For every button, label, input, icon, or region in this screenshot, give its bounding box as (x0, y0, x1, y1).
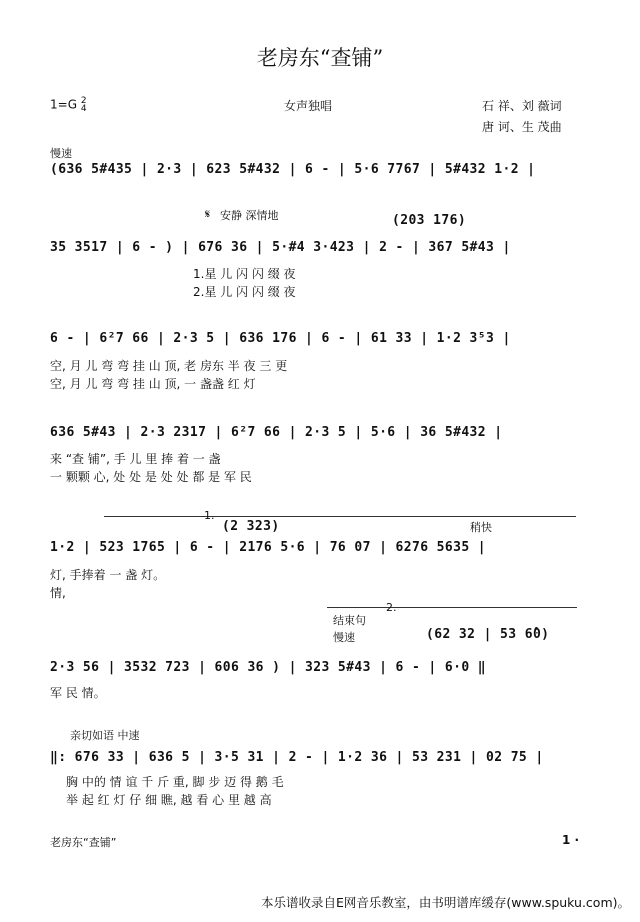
lyrics-system-3-verse-2: 空, 月 儿 弯 弯 挂 山 顶, 一 盏盏 红 灯 (50, 377, 256, 391)
lyrics-system-2-verse-1: 1.星 儿 闪 闪 缀 夜 (193, 267, 296, 281)
segno-sign: 𝄋 (205, 207, 211, 221)
expression-marking: 安静 深情地 (220, 209, 279, 222)
ending-tempo-marking: 慢速 (333, 631, 355, 644)
credit-composers: 唐 诃、生 茂曲 (482, 120, 562, 134)
lyrics-system-6-verse-1: 军 民 情。 (50, 686, 106, 700)
intro-tempo-marking: 慢速 (50, 147, 72, 160)
lyrics-system-3-verse-1: 空, 月 儿 弯 弯 挂 山 顶, 老 房东 半 夜 三 更 (50, 359, 288, 373)
music-system-5-notes: 1·2 | 523 1765 | 6 - | 2176 5·6 | 76 07 | 6276 5635 | (50, 540, 487, 555)
tempo-faster-marking: 稍快 (470, 521, 492, 534)
ending-label: 结束句 (333, 614, 366, 627)
key-signature (50, 97, 87, 113)
music-system-5-above: (2 323) (222, 519, 280, 534)
lyrics-system-2-verse-2: 2.星 儿 闪 闪 缀 夜 (193, 285, 296, 299)
music-system-1-notes: (636 5#435 | 2·3 | 623 5#432 | 6 - | 5·6 7767 | 5#432 1·2 | (50, 162, 536, 177)
lyrics-system-7-verse-1: 胸 中的 情 谊 千 斤 重, 脚 步 迈 得 鹅 毛 (66, 775, 284, 789)
footer-title: 老房东“查铺” (50, 836, 117, 849)
volta-2-label: 2. (386, 601, 397, 614)
volta-bracket (104, 516, 576, 517)
music-system-2-notes: 35 3517 | 6 - ) | 676 36 | 5·#4 3·423 | 2 - | 367 5#43 | (50, 240, 511, 255)
music-system-2-above: (203 176) (392, 213, 467, 228)
music-system-6-above: (62 32 | 53 6̂0) (426, 627, 550, 642)
key-label: 1=G (50, 97, 77, 112)
lyrics-system-4-verse-2: 一 颗颗 心, 处 处 是 处 处 都 是 军 民 (50, 470, 252, 484)
performer-label: 女声独唱 (284, 99, 333, 113)
lyrics-system-5-verse-2: 情, (50, 586, 66, 600)
credit-lyricists: 石 祥、刘 薇词 (482, 99, 562, 113)
music-system-7-notes: ‖: 676 33 | 636 5 | 3·5 31 | 2 - | 1·2 36 | 53 231 | 02 75 | (50, 750, 544, 765)
lyrics-system-7-verse-2: 举 起 红 灯 仔 细 瞧, 越 看 心 里 越 高 (66, 793, 272, 807)
volta-1-label: 1. (204, 509, 215, 522)
song-title: 老房东“查铺” (256, 46, 384, 70)
time-signature-denominator: 4 (80, 104, 87, 114)
volta-2-bracket (327, 607, 577, 608)
lyrics-system-5-verse-1: 灯, 手捧着 一 盏 灯。 (50, 568, 166, 582)
music-system-4-notes: 636 5#43 | 2·3 2317 | 6²7 66 | 2·3 5 | 5·6 | 36 5#432 | (50, 425, 503, 440)
page-number: 1 · (562, 833, 580, 847)
lyrics-system-4-verse-1: 来 “查 铺”, 手 儿 里 捧 着 一 盏 (50, 452, 221, 466)
music-system-3-notes: 6 - | 6²7 66 | 2·3 5 | 636 176 | 6 - | 61 33 | 1·2 3⁵3 | (50, 331, 511, 346)
source-note: 本乐谱收录自E网音乐教室，由书明谱库缓存(www.spuku.com)。 (261, 895, 630, 910)
time-signature-numerator: 2 (80, 96, 87, 106)
last-expression-marking: 亲切如语 中速 (70, 729, 140, 742)
music-system-6-notes: 2·3 56 | 3532 723 | 606 36 ) | 323 5#43 | 6 - | 6·0 ‖ (50, 660, 487, 675)
